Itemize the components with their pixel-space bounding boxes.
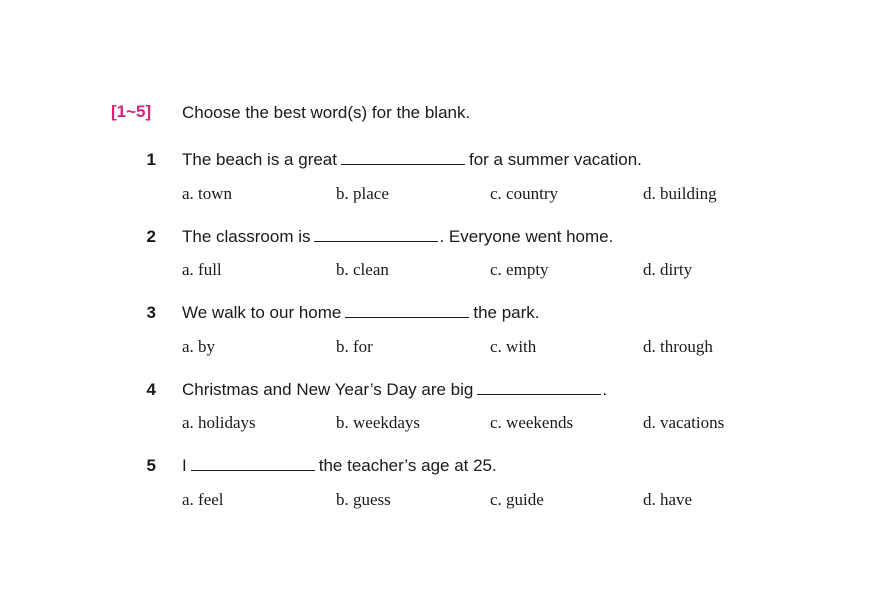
question-text-after: the teacher’s age at 25. (318, 456, 497, 475)
question-text-after: . (602, 380, 608, 399)
option-a[interactable]: a. town (182, 184, 233, 203)
question-number: 3 (146, 303, 156, 322)
question-text-after: for a summer vacation. (468, 150, 642, 169)
option-d[interactable]: d. vacations (643, 413, 725, 432)
option-c[interactable]: c. country (490, 184, 558, 203)
answer-blank (341, 150, 465, 165)
answer-blank (314, 227, 438, 242)
question-text (182, 380, 607, 400)
answer-blank (477, 380, 601, 395)
question-text-before: I (182, 456, 187, 475)
option-d[interactable]: d. building (643, 184, 717, 203)
option-a[interactable]: a. by (182, 337, 216, 356)
option-c[interactable]: c. empty (490, 260, 549, 279)
option-b[interactable]: b. clean (336, 260, 389, 279)
question-range-label: [1~5] (111, 102, 152, 121)
question-text (182, 150, 642, 170)
question-number: 5 (146, 456, 156, 475)
question-text (182, 456, 497, 476)
option-c[interactable]: c. weekends (490, 413, 574, 432)
question-text-before: Christmas and New Year’s Day are big (182, 380, 474, 399)
question-number: 2 (146, 227, 156, 246)
option-a[interactable]: a. full (182, 260, 222, 279)
question-text-before: We walk to our home (182, 303, 342, 322)
option-b[interactable]: b. for (336, 337, 373, 356)
option-c[interactable]: c. with (490, 337, 537, 356)
option-a[interactable]: a. feel (182, 490, 224, 509)
option-a[interactable]: a. holidays (182, 413, 256, 432)
instruction-text: Choose the best word(s) for the blank. (182, 103, 471, 122)
question-number: 4 (146, 380, 156, 399)
option-b[interactable]: b. place (336, 184, 389, 203)
question-text-after: . Everyone went home. (439, 227, 614, 246)
option-d[interactable]: d. through (643, 337, 713, 356)
question-text-before: The classroom is (182, 227, 311, 246)
option-d[interactable]: d. have (643, 490, 693, 509)
question-text-after: the park. (473, 303, 540, 322)
option-b[interactable]: b. guess (336, 490, 391, 509)
question-number: 1 (146, 150, 156, 169)
question-text (182, 303, 540, 323)
option-d[interactable]: d. dirty (643, 260, 693, 279)
question-text (182, 227, 613, 247)
option-c[interactable]: c. guide (490, 490, 544, 509)
option-b[interactable]: b. weekdays (336, 413, 421, 432)
answer-blank (191, 456, 315, 471)
question-text-before: The beach is a great (182, 150, 337, 169)
answer-blank (345, 303, 469, 318)
